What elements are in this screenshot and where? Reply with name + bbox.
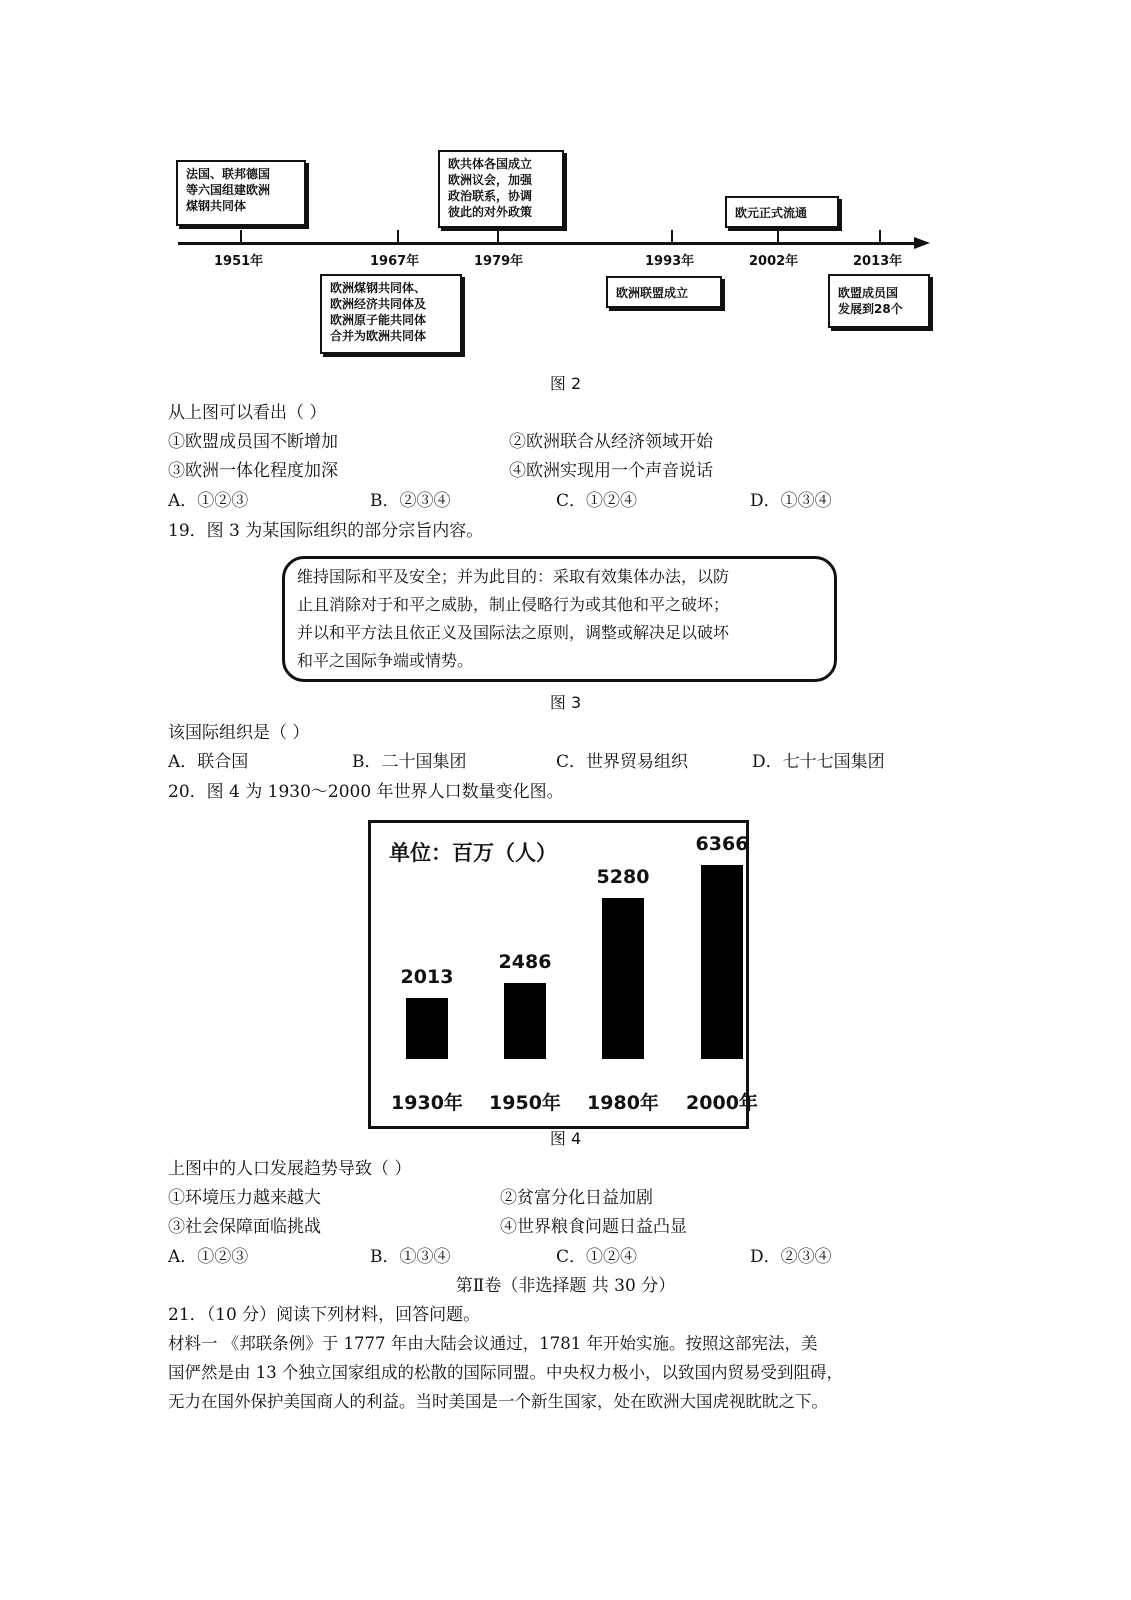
event-text: 等六国组建欧洲 bbox=[186, 183, 271, 197]
tick-1967 bbox=[397, 230, 399, 242]
event-box-1993 bbox=[606, 276, 722, 308]
choice-a: A．联合国 bbox=[168, 752, 249, 772]
choice-a: A．①②③ bbox=[168, 1247, 249, 1267]
statement: ①环境压力越来越大 bbox=[168, 1188, 321, 1208]
event-text: 欧元正式流通 bbox=[735, 206, 808, 220]
material-text: 无力在国外保护美国商人的利益。当时美国是一个新生国家，处在欧洲大国虎视眈眈之下。 bbox=[168, 1392, 828, 1411]
charter-quote-box bbox=[282, 556, 837, 682]
bar-category-label: 1930年 bbox=[391, 1092, 463, 1114]
figure-caption: 图 4 bbox=[549, 1129, 582, 1148]
choice-b: B．①③④ bbox=[370, 1247, 451, 1267]
material-text: 国俨然是由 13 个独立国家组成的松散的国际同盟。中央权力极小，以致国内贸易受到阻碍， bbox=[168, 1363, 843, 1382]
event-box-1979 bbox=[438, 150, 564, 228]
section-header: 第Ⅱ卷（非选择题 共 30 分） bbox=[455, 1276, 676, 1296]
year-label: 1967年 bbox=[370, 254, 420, 269]
event-text: 欧洲议会，加强 bbox=[448, 173, 533, 187]
figure-caption: 图 2 bbox=[549, 374, 582, 393]
statement: ③欧洲一体化程度加深 bbox=[168, 461, 338, 481]
statement: ④世界粮食问题日益凸显 bbox=[500, 1217, 687, 1237]
choice-c: C．①②④ bbox=[556, 1247, 638, 1267]
question-title: 21．（10 分）阅读下列材料，回答问题。 bbox=[168, 1305, 481, 1325]
quote-line: 维持国际和平及安全；并为此目的：采取有效集体办法，以防 bbox=[297, 567, 730, 586]
material-text: 材料一 《邦联条例》于 1777 年由大陆会议通过，1781 年开始实施。按照这部宪法，美 bbox=[168, 1334, 818, 1353]
bar-category-label: 1980年 bbox=[587, 1092, 659, 1114]
bar-category-label: 2000年 bbox=[686, 1092, 758, 1114]
statement: ③社会保障面临挑战 bbox=[168, 1217, 321, 1237]
question-stem: 上图中的人口发展趋势导致（ ） bbox=[168, 1159, 412, 1179]
quote-line: 止且消除对于和平之威胁，制止侵略行为或其他和平之破坏； bbox=[297, 595, 730, 614]
tick-1951 bbox=[240, 230, 242, 242]
choice-d: D．②③④ bbox=[750, 1247, 832, 1267]
bar-1950 bbox=[504, 983, 546, 1059]
question-stem: 该国际组织是（ ） bbox=[168, 723, 310, 743]
year-label: 2002年 bbox=[749, 254, 799, 269]
event-text: 欧洲煤钢共同体、 bbox=[330, 281, 427, 295]
year-label: 2013年 bbox=[853, 254, 903, 269]
year-label: 1951年 bbox=[214, 254, 264, 269]
event-box-1967 bbox=[320, 274, 462, 354]
question-stem: 从上图可以看出（ ） bbox=[168, 403, 327, 423]
event-text: 煤钢共同体 bbox=[186, 199, 247, 213]
timeline-axis bbox=[178, 242, 918, 245]
choice-c: C．世界贸易组织 bbox=[556, 752, 689, 772]
bar-1980 bbox=[602, 898, 644, 1059]
event-text: 政治联系，协调 bbox=[448, 189, 533, 203]
question-title: 20．图 4 为 1930～2000 年世界人口数量变化图。 bbox=[168, 782, 564, 802]
figure-caption: 图 3 bbox=[549, 693, 582, 712]
event-text: 彼此的对外政策 bbox=[448, 205, 533, 219]
question-title: 19．图 3 为某国际组织的部分宗旨内容。 bbox=[168, 521, 484, 541]
tick-1993 bbox=[671, 230, 673, 242]
bar-value-label: 2486 bbox=[498, 951, 552, 973]
event-box-2002 bbox=[725, 196, 839, 228]
bar-category-label: 1950年 bbox=[489, 1092, 561, 1114]
statement: ②欧洲联合从经济领域开始 bbox=[509, 432, 713, 452]
choice-d: D．①③④ bbox=[750, 491, 832, 511]
chart-title: 单位：百万（人） bbox=[389, 841, 557, 865]
quote-line: 并以和平方法且依正义及国际法之原则，调整或解决足以破坏 bbox=[297, 623, 730, 642]
event-box-2013 bbox=[828, 274, 930, 328]
choice-b: B．二十国集团 bbox=[352, 752, 467, 772]
tick-2002 bbox=[777, 230, 779, 242]
choice-a: A．①②③ bbox=[168, 491, 249, 511]
statement: ④欧洲实现用一个声音说话 bbox=[509, 461, 713, 481]
event-text: 合并为欧洲共同体 bbox=[330, 329, 427, 343]
choice-c: C．①②④ bbox=[556, 491, 638, 511]
event-text: 欧盟成员国 bbox=[838, 286, 899, 300]
statement: ②贫富分化日益加剧 bbox=[500, 1188, 653, 1208]
statement: ①欧盟成员国不断增加 bbox=[168, 432, 338, 452]
year-label: 1993年 bbox=[645, 254, 695, 269]
timeline-arrow-icon bbox=[914, 237, 930, 249]
bar-1930 bbox=[406, 998, 448, 1059]
population-bar-chart bbox=[368, 820, 758, 1129]
choice-d: D．七十七国集团 bbox=[752, 752, 885, 772]
bar-value-label: 5280 bbox=[596, 866, 650, 888]
bar-2000 bbox=[701, 865, 743, 1059]
event-text: 欧洲原子能共同体 bbox=[330, 313, 427, 327]
event-text: 发展到28个 bbox=[838, 302, 903, 316]
year-label: 1979年 bbox=[474, 254, 524, 269]
bar-value-label: 2013 bbox=[400, 966, 454, 988]
event-box-1951 bbox=[176, 160, 306, 226]
tick-2013 bbox=[879, 230, 881, 242]
event-text: 欧洲经济共同体及 bbox=[330, 297, 427, 311]
event-text: 法国、联邦德国 bbox=[186, 167, 271, 181]
choice-b: B．②③④ bbox=[370, 491, 451, 511]
bar-value-label: 6366 bbox=[695, 833, 749, 855]
tick-1979 bbox=[497, 230, 499, 242]
event-text: 欧洲联盟成立 bbox=[616, 286, 689, 300]
event-text: 欧共体各国成立 bbox=[448, 157, 533, 171]
quote-line: 和平之国际争端或情势。 bbox=[297, 651, 474, 670]
